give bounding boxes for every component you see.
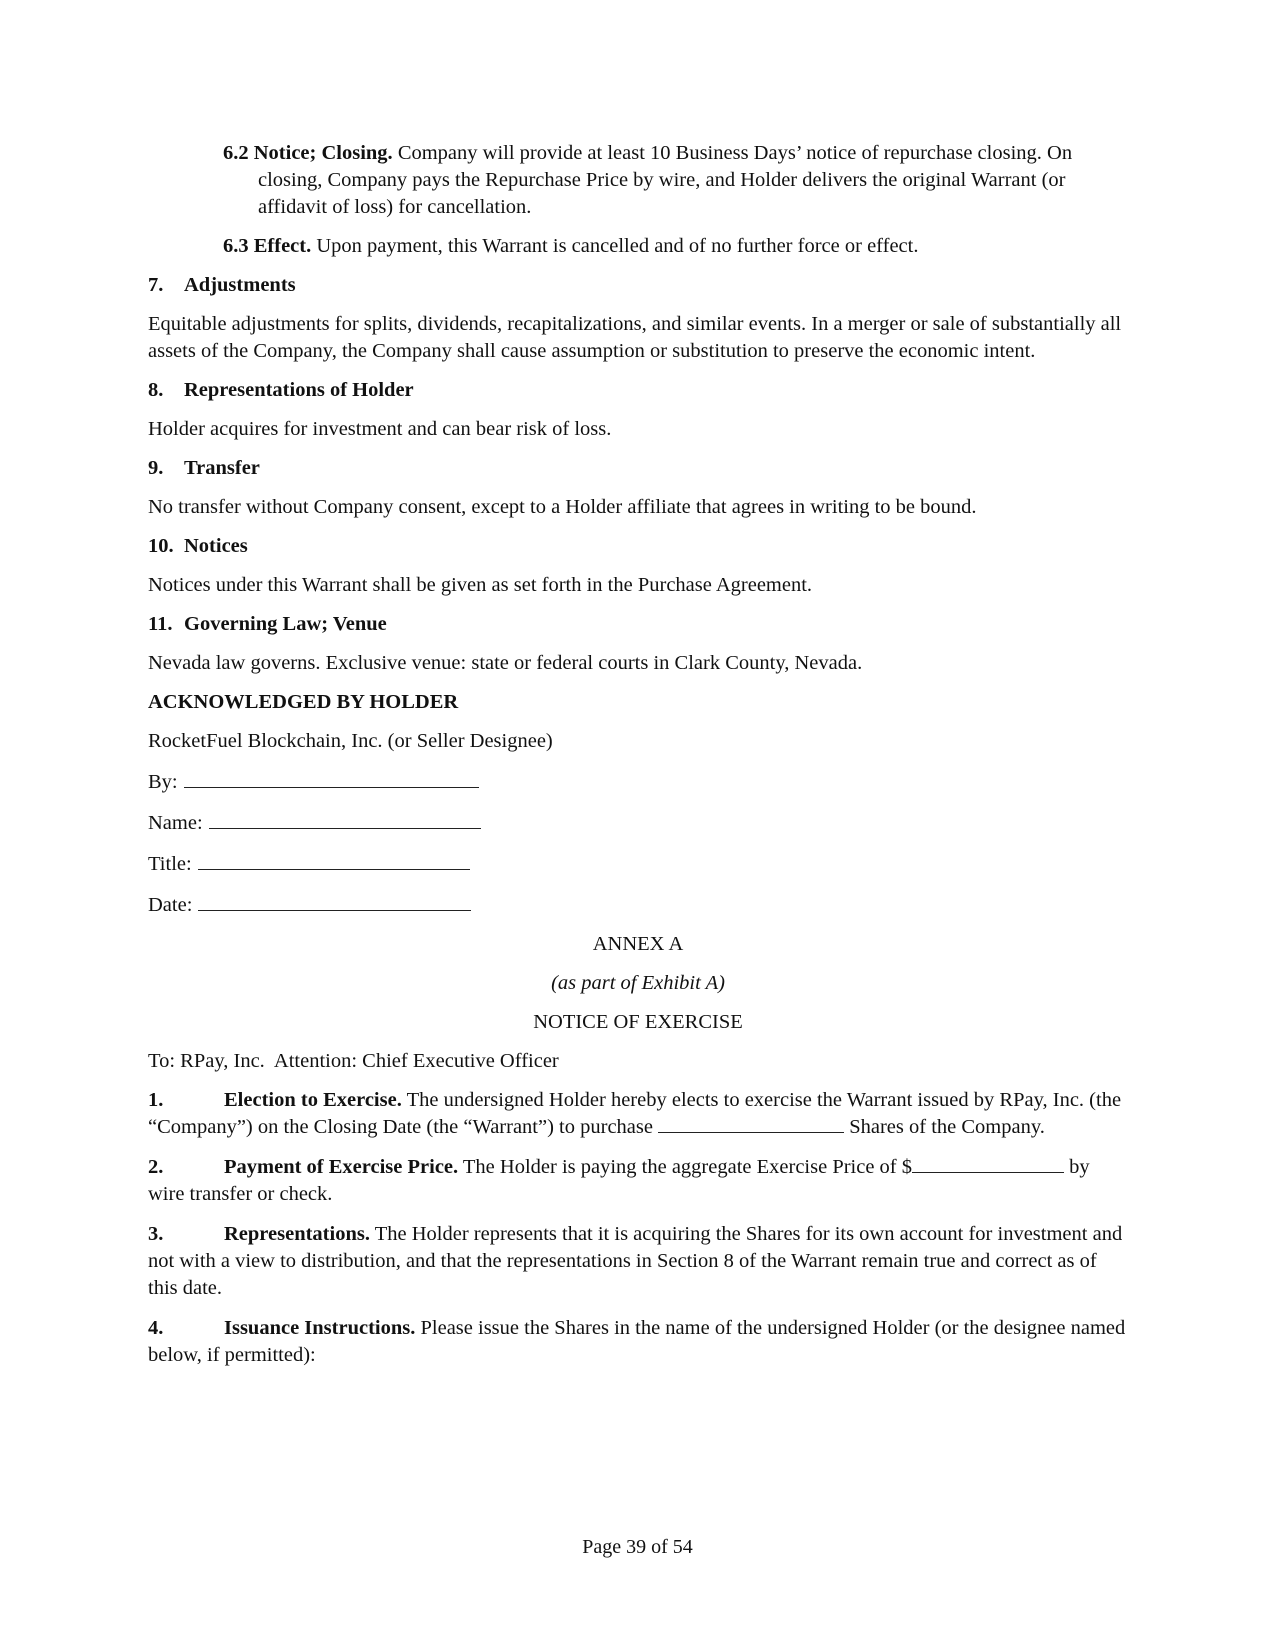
exercise-item-3: 3. Representations. The Holder represents that it is acquiring the Shares for its own account for investment and not with a view to distribution, and that the representations in Section 8 of the Warrant remain true and correct as of this date. [148, 1223, 1123, 1299]
signature-title-blank [198, 849, 470, 870]
section-6-2-text: Company will provide at least 10 Business Days’ notice of repurchase closing. On closing, Company pays the Repurchase Price by wire, and Holder delivers the original Warrant (or affidavit of loss) for cancellation. [258, 142, 1073, 218]
section-6-2 [223, 140, 1128, 221]
exercise-item-2: 2. Payment of Exercise Price. The Holder is paying the aggregate Exercise Price of $ by wire transfer or check. [148, 1156, 1090, 1205]
annex-title: ANNEX A [592, 933, 684, 955]
section-6-2-label: 6.2 Notice; Closing. [223, 142, 393, 164]
signature-by-line: By: [148, 767, 1128, 796]
exercise-item-1: 1. Election to Exercise. The undersigned Holder hereby elects to exercise the Warrant issued by RPay, Inc. (the “Company”) on the Closing Date (the “Warrant”) to purchase Shares of the Company. [148, 1089, 1122, 1138]
notice-heading: NOTICE OF EXERCISE [533, 1011, 743, 1033]
signature-name-blank [209, 808, 481, 829]
ack-heading: ACKNOWLEDGED BY HOLDER [148, 691, 459, 713]
section-9-heading: 9. Transfer [148, 457, 260, 479]
annex-subtitle: (as part of Exhibit A) [551, 972, 725, 994]
section-10-heading: 10. Notices [148, 535, 248, 557]
section-7-heading: 7. Adjustments [148, 274, 296, 296]
ack-entity: RocketFuel Blockchain, Inc. (or Seller Designee) [148, 730, 553, 752]
section-11-heading: 11. Governing Law; Venue [148, 613, 387, 635]
signature-title-line: Title: [148, 849, 1128, 878]
section-6-3-text: Upon payment, this Warrant is cancelled and of no further force or effect. [311, 235, 919, 257]
notice-to: To: RPay, Inc. Attention: Chief Executive Officer [148, 1050, 559, 1072]
section-7-body: Equitable adjustments for splits, dividends, recapitalizations, and similar events. In a merger or sale of substantially all assets of the Company, the Company shall cause assumption or substitution to preserve the economic intent. [148, 313, 1122, 362]
shares-blank [658, 1114, 844, 1133]
page-footer: Page 39 of 54 [582, 1536, 693, 1558]
signature-name-line: Name: [148, 808, 1128, 837]
section-8-heading: 8. Representations of Holder [148, 379, 414, 401]
section-8-body: Holder acquires for investment and can bear risk of loss. [148, 418, 612, 440]
document-page [148, 140, 1128, 1369]
section-11-body: Nevada law governs. Exclusive venue: state or federal courts in Clark County, Nevada. [148, 652, 863, 674]
signature-date-line: Date: [148, 890, 1128, 919]
price-blank [912, 1154, 1064, 1173]
signature-by-blank [184, 767, 479, 788]
section-6-3-label: 6.3 Effect. [223, 235, 312, 257]
exercise-item-4: 4. Issuance Instructions. Please issue the Shares in the name of the undersigned Holder (or the designee named below, if permitted): [148, 1317, 1126, 1366]
signature-date-blank [198, 890, 471, 911]
section-6-3 [223, 233, 1128, 260]
section-10-body: Notices under this Warrant shall be given as set forth in the Purchase Agreement. [148, 574, 813, 596]
section-9-body: No transfer without Company consent, except to a Holder affiliate that agrees in writing to be bound. [148, 496, 977, 518]
